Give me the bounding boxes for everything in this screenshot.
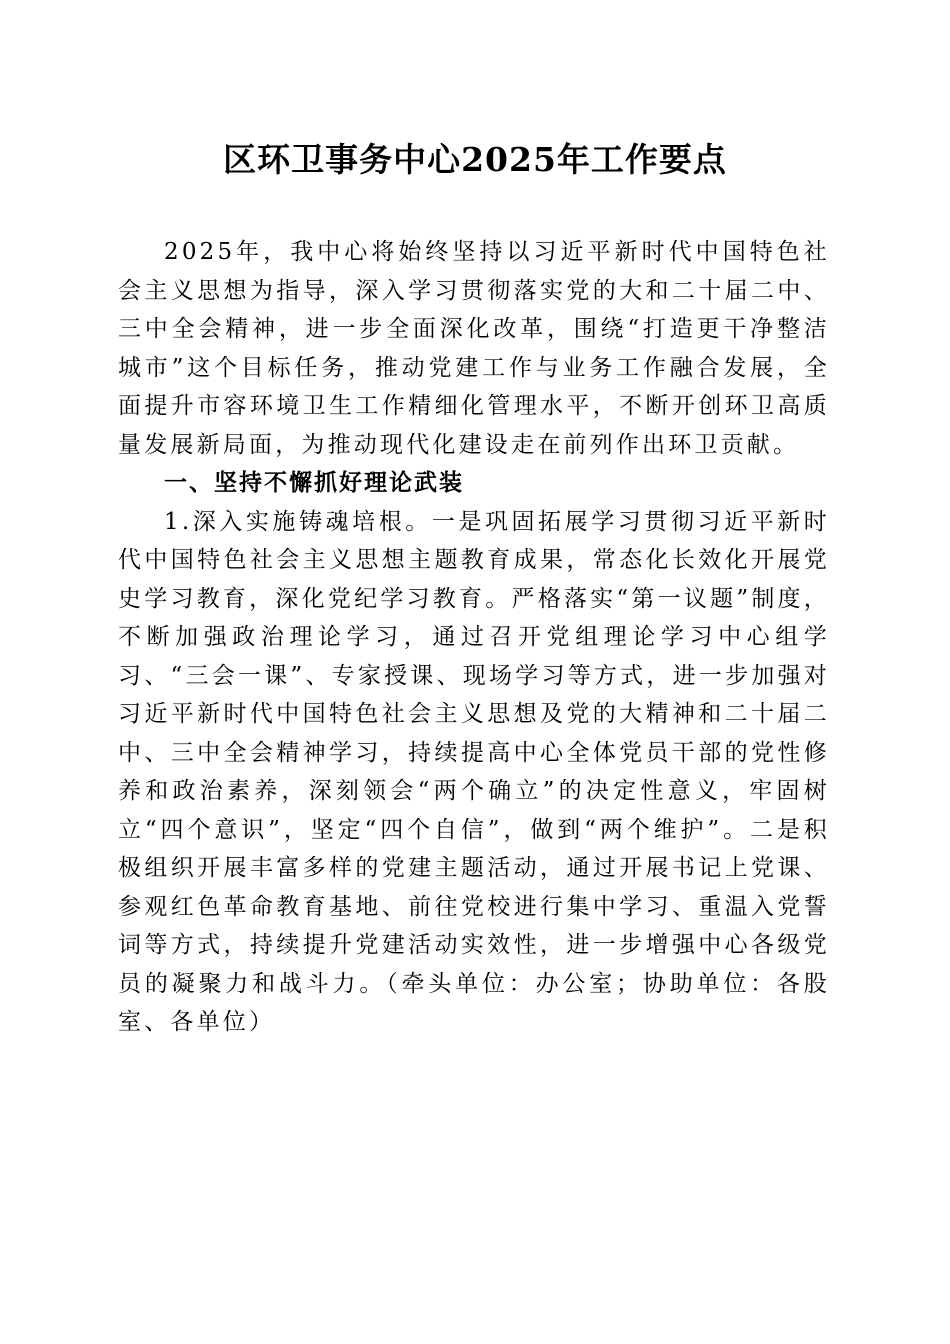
section-paragraph: 1.深入实施铸魂培根。一是巩固拓展学习贯彻习近平新时代中国特色社会主义思想主题教育成果，常态化长效化开展党史学习教育，深化党纪学习教育。严格落实“第一议题”制度，不断加强政治理论学习，通过召开党组理论学习中心组学习、“三会一课”、专家授课、现场学习等方式，进一步加强对习近平新时代中国特色社会主义思想及党的大精神和二十届二中、三中全会精神学习，持续提高中心全体党员干部的党性修养和政治素养，深刻领会“两个确立”的决定性意义，牢固树立“四个意识”，坚定“四个自信”，做到“两个维护”。二是积极组织开展丰富多样的党建主题活动，通过开展书记上党课、参观红色革命教育基地、前往党校进行集中学习、重温入党誓词等方式，持续提升党建活动实效性，进一步增强中心各级党员的凝聚力和战斗力。（牵头单位：办公室；协助单位：各股室、各单位）: [118, 508, 830, 1035]
section-heading: 一、坚持不懈抓好理论武装: [164, 470, 464, 496]
document-title: 区环卫事务中心2025年工作要点: [223, 140, 727, 179]
document-body: [118, 233, 830, 1042]
intro-paragraph: 2025年，我中心将始终坚持以习近平新时代中国特色社会主义思想为指导，深入学习贯彻落实党的大和二十届二中、三中全会精神，进一步全面深化改革，围绕“打造更干净整洁城市”这个目标任务，推动党建工作与业务工作融合发展，全面提升市容环境卫生工作精细化管理水平，不断开创环卫高质量发展新局面，为推动现代化建设走在前列作出环卫贡献。: [118, 239, 830, 458]
